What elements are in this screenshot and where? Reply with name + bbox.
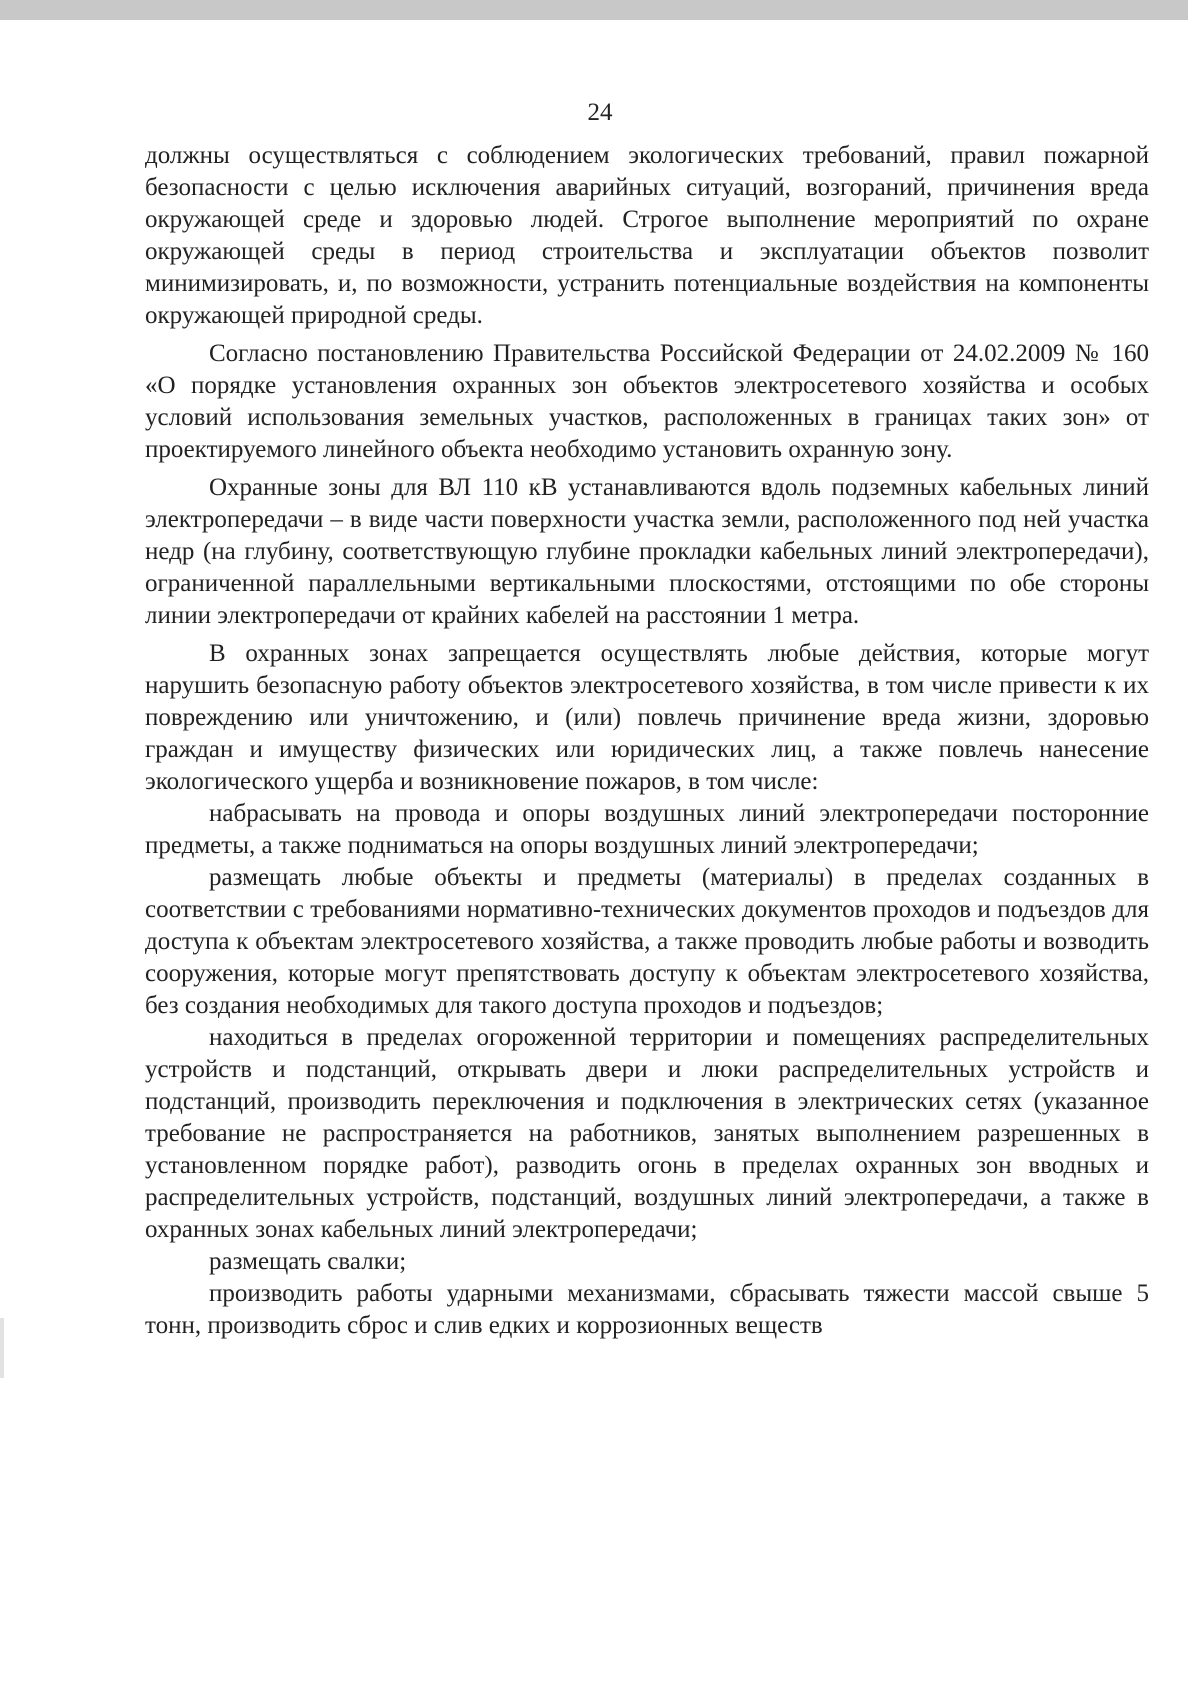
page-number: 24 <box>587 99 613 126</box>
paragraph-prohibitions: В охранных зонах запрещается осуществлять любые действия, которые могут нарушить безопасную работу объектов электросетевого хозяйства, в том числе привести к их повреждению или уничтожению, и (или) повлечь причинение вреда жизни, здоровью граждан и имуществу физических или юридических лиц, а также повлечь нанесение экологического ущерба и возникновение пожаров, в том числе: <box>145 640 1149 795</box>
list-item-throwing-objects: набрасывать на провода и опоры воздушных линий электропередачи посторонние предметы, а также подниматься на опоры воздушных линий электропередачи; <box>145 800 1149 859</box>
list-item-impact-work: производить работы ударными механизмами, сбрасывать тяжести массой свыше 5 тонн, производить сброс и слив едких и коррозионных веществ <box>145 1280 1149 1339</box>
paragraph-continuation: должны осуществляться с соблюдением экологических требований, правил пожарной безопасности с целью исключения аварийных ситуаций, возгораний, причинения вреда окружающей среде и здоровью людей. Строгое выполнение мероприятий по охране окружающей среды в период строительства и эксплуатации объектов позволит минимизировать, и, по возможности, устранить потенциальные воздействия на компоненты окружающей природной среды. <box>145 142 1149 329</box>
list-item-being-in-substations: находиться в пределах огороженной территории и помещениях распределительных устройств и подстанций, открывать двери и люки распределительных устройств и подстанций, производить переключения и подключения в электрических сетях (указанное требование не распространяется на работников, занятых выполнением разрешенных в установленном порядке работ), разводить огонь в пределах охранных зон вводных и распределительных устройств, подстанций, воздушных линий электропередачи, а также в охранных зонах кабельных линий электропередачи; <box>145 1024 1149 1243</box>
document-body <box>145 140 1149 1342</box>
list-item-dumps: размещать свалки; <box>209 1248 407 1275</box>
scan-edge-mark <box>0 1318 4 1378</box>
paragraph-resolution: Согласно постановлению Правительства Российской Федерации от 24.02.2009 № 160 «О порядке установления охранных зон объектов электросетевого хозяйства и особых условий использования земельных участков, расположенных в границах таких зон» от проектируемого линейного объекта необходимо установить охранную зону. <box>145 340 1149 463</box>
list-item-placing-objects: размещать любые объекты и предметы (материалы) в пределах созданных в соответствии с требованиями нормативно-технических документов проходов и подъездов для доступа к объектам электросетевого хозяйства, а также проводить любые работы и возводить сооружения, которые могут препятствовать доступу к объектам электросетевого хозяйства, без создания необходимых для такого доступа проходов и подъездов; <box>145 864 1149 1019</box>
paragraph-protection-zones: Охранные зоны для ВЛ 110 кВ устанавливаются вдоль подземных кабельных линий электропередачи – в виде части поверхности участка земли, расположенного под ней участка недр (на глубину, соответствующую глубине прокладки кабельных линий электропередачи), ограниченной параллельными вертикальными плоскостями, отстоящими по обе стороны линии электропередачи от крайних кабелей на расстоянии 1 метра. <box>145 474 1149 629</box>
scan-border <box>0 0 1188 20</box>
